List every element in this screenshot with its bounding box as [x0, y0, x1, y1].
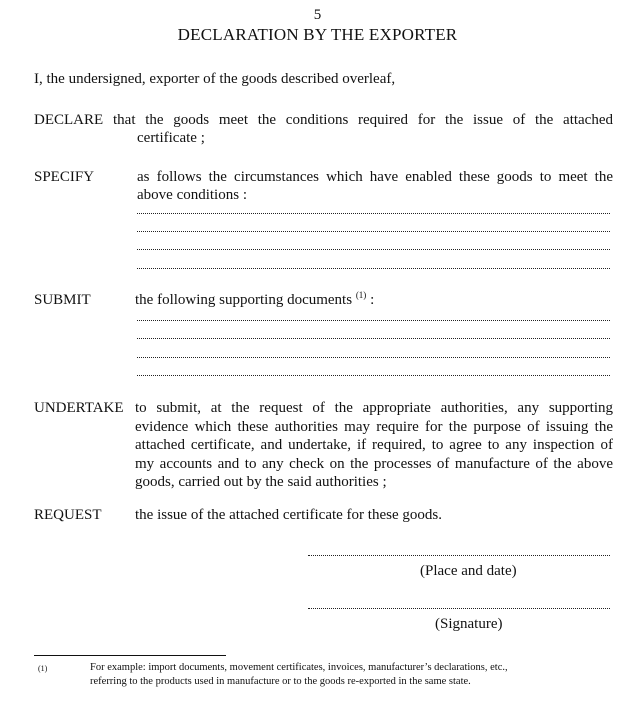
submit-text: the following supporting documents: [135, 292, 353, 308]
undertake-line-1: to submit, at the request of the appropriate authorities, any supporting: [135, 400, 613, 416]
place-date-label: (Place and date): [420, 563, 517, 579]
submit-keyword: SUBMIT: [34, 292, 91, 308]
intro-text: I, the undersigned, exporter of the goods described overleaf,: [34, 71, 396, 87]
signature-line[interactable]: [308, 608, 610, 609]
footnote-marker: (1): [38, 664, 48, 673]
declare-line-1: that the goods meet the conditions required for the issue of the attached: [113, 112, 613, 128]
undertake-line-4: my accounts and to any check on the processes of manufacture of the above: [135, 455, 613, 472]
signature-label: (Signature): [435, 616, 503, 632]
specify-line-2: above conditions :: [137, 187, 247, 203]
declare-line-2: certificate ;: [137, 130, 205, 146]
specify-fill-line[interactable]: [137, 213, 610, 214]
footnote-divider: [34, 655, 226, 656]
place-date-line[interactable]: [308, 555, 610, 556]
undertake-line-5: goods, carried out by the said authorities ;: [135, 474, 387, 490]
submit-fill-line[interactable]: [137, 320, 610, 321]
submit-fill-line[interactable]: [137, 357, 610, 358]
submit-fill-line[interactable]: [137, 375, 610, 376]
specify-fill-line[interactable]: [137, 231, 610, 232]
specify-keyword: SPECIFY: [34, 169, 95, 185]
footnote-line-1: For example: import documents, movement certificates, invoices, manufacturer’s declarations, etc.,: [90, 662, 508, 673]
undertake-line-3: attached certificate, and undertake, if required, to agree to any inspection of: [135, 437, 613, 453]
undertake-line-2: evidence which these authorities may require for the purpose of issuing the: [135, 418, 613, 435]
submit-line: [135, 291, 374, 309]
submit-fill-line[interactable]: [137, 338, 610, 339]
request-text: the issue of the attached certificate for these goods.: [135, 507, 442, 523]
footnote-line-2: referring to the products used in manufacture or to the goods re-exported in the same state.: [90, 676, 471, 687]
footnote-reference: (1): [355, 290, 367, 300]
submit-colon: :: [370, 292, 375, 308]
page-number: 5: [313, 7, 322, 23]
footnote-text: [90, 661, 610, 689]
specify-fill-line[interactable]: [137, 249, 610, 250]
request-keyword: REQUEST: [34, 507, 102, 523]
declare-keyword: DECLARE: [34, 112, 104, 128]
page-title: DECLARATION BY THE EXPORTER: [177, 25, 458, 44]
specify-line-1: as follows the circumstances which have enabled these goods to meet the: [137, 169, 613, 185]
specify-fill-line[interactable]: [137, 268, 610, 269]
undertake-keyword: UNDERTAKE: [34, 400, 124, 416]
